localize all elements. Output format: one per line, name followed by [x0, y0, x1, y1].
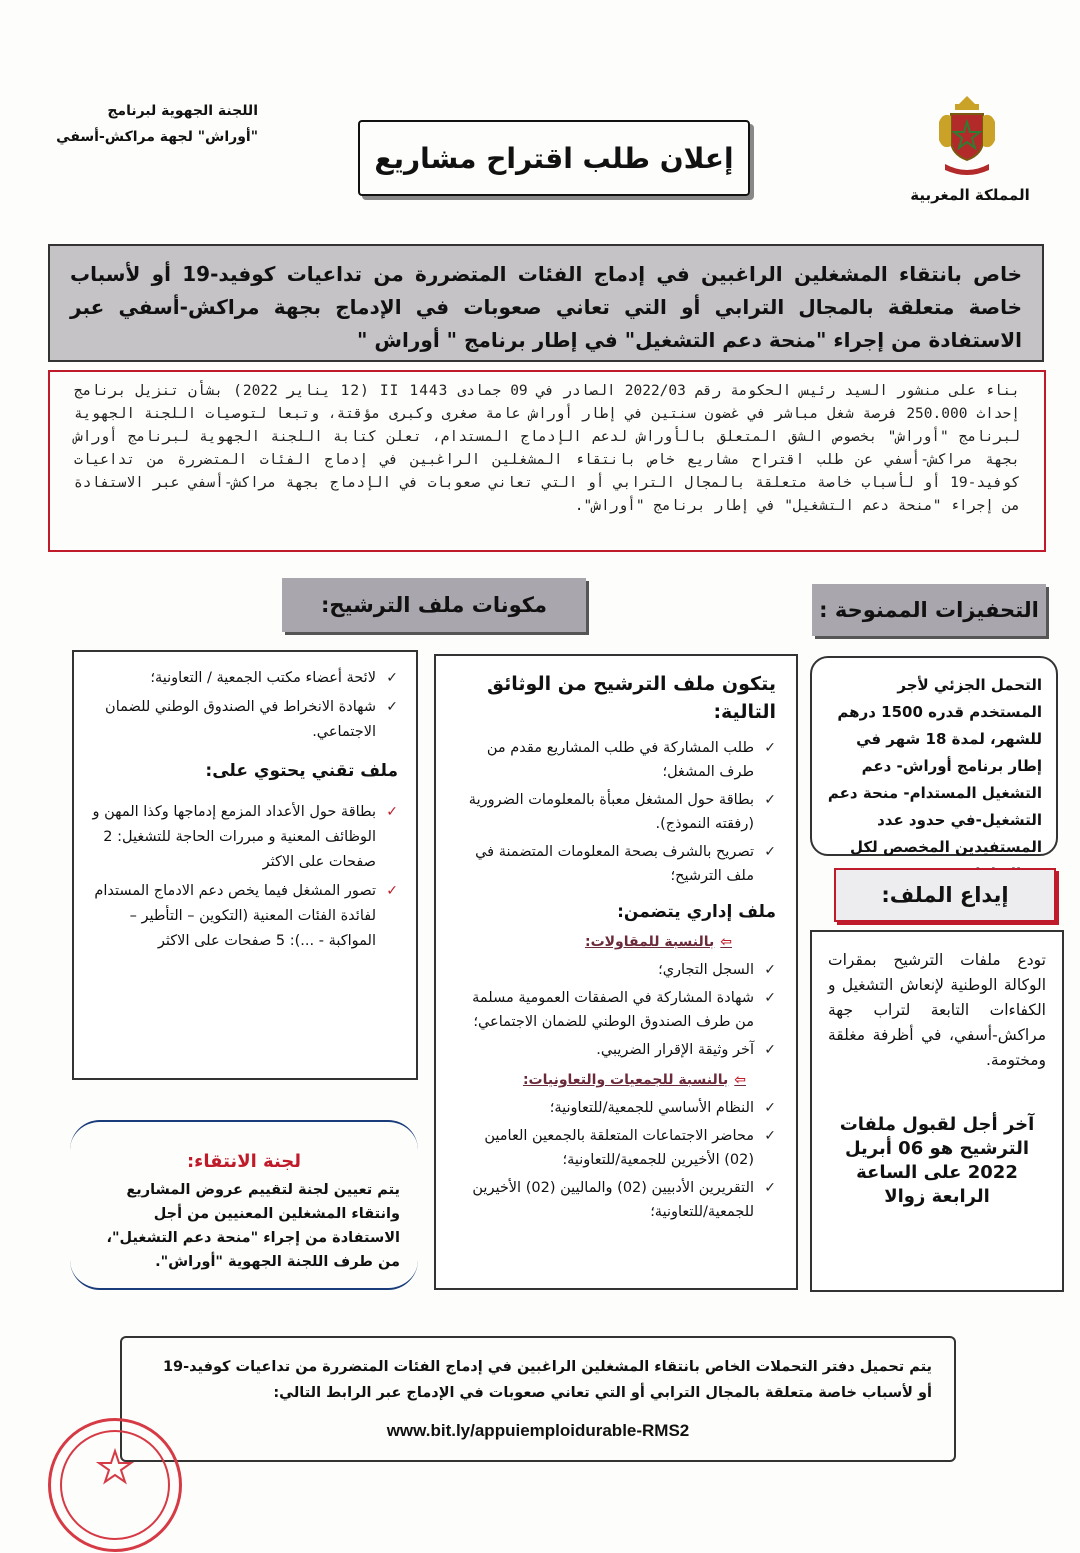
selection-text: يتم تعيين لجنة لتقييم عروض المشاريع وانتقاء المشغلين المعنيين من أجل الاستفادة من إجراء "منحة دعم التشغيل"، من طرف اللجنة الجهوية "أوراش". — [106, 1182, 400, 1270]
committee-line-2: "أوراش" لجهة مراكش-أسفي — [56, 129, 258, 145]
assoc-list — [456, 1096, 776, 1224]
incentives-heading: التحفيزات الممنوحة : — [812, 584, 1046, 636]
components-item-3: ✓ تصريح بالشرف بصحة المعلومات المتضمنة في ملف الترشيح؛ — [456, 840, 776, 888]
selection-box — [70, 1120, 418, 1290]
download-link[interactable]: www.bit.ly/appuiemploidurable-RMS2 — [386, 1421, 690, 1440]
subject-box: خاص بانتقاء المشغلين الراغبين في إدماج الفئات المتضررة من تداعيات كوفيد-19 أو لأسباب خاصة متعلقة بالمجال الترابي أو التي تعاني صعوبات في الإدماج بجهة مراكش-أسفي عبر الاستفادة من إجراء "منحة دعم التشغيل" في إطار برنامج " أوراش " — [48, 244, 1044, 362]
arrow-left-icon: ⇦ — [720, 934, 732, 950]
assoc-item-2: ✓ محاضر الاجتماعات المتعلقة بالجمعين العامين (02) الأخيرين للجمعية/للتعاونية؛ — [456, 1124, 776, 1172]
tech-heading: ملف تقني يحتوي على: — [205, 761, 398, 781]
left-panel — [72, 650, 418, 1080]
companies-list — [456, 958, 776, 1062]
companies-heading-label: بالنسبة للمقاولات: — [584, 934, 715, 950]
arrow-left-icon: ⇦ — [734, 1072, 746, 1088]
footer-box — [120, 1336, 956, 1462]
components-item-1: ✓ طلب المشاركة في طلب المشاريع مقدم من طرف المشغل؛ — [456, 736, 776, 784]
left-item-1: ✓ لائحة أعضاء مكتب الجمعية / التعاونية؛ — [92, 666, 398, 691]
companies-item-3: ✓ آخر وثيقة الإقرار الضريبي. — [456, 1038, 776, 1062]
assoc-item-1: ✓ النظام الأساسي للجمعية/للتعاونية؛ — [456, 1096, 776, 1120]
committee-line-1: اللجنة الجهوية لبرنامج — [107, 103, 258, 119]
tech-item-2: ✓ تصور المشغل فيما يخص دعم الادماج المستدام لفائدة الفئات المعنية (التكوين – التأطير – المواكبة - ...): 5 صفحات على الاكثر — [92, 879, 398, 954]
tech-list — [92, 800, 398, 954]
deposit-text: تودع ملفات الترشيح بمقرات الوكالة الوطنية لإنعاش التشغيل و الكفاءات التابعة لتراب جهة مراكش-أسفي، في أظرفة مغلقة ومختومة. — [828, 951, 1046, 1069]
companies-heading — [456, 930, 732, 954]
footer-text: يتم تحميل دفتر التحملات الخاص بانتقاء المشغلين الراغبين في إدماج الفئات المتضررة من تداعيات كوفيد-19 أو لأسباب خاصة متعلقة بالمجال الترابي أو التي تعاني صعوبات في الإدماج عبر الرابط التالي: — [162, 1359, 932, 1401]
assoc-item-3: ✓ التقريرين الأدبيين (02) والماليين (02) الأخيرين للجمعية/للتعاونية؛ — [456, 1176, 776, 1224]
admin-heading: ملف إداري يتضمن: — [617, 902, 776, 922]
page-title: إعلان طلب اقتراح مشاريع — [358, 120, 750, 196]
companies-item-1: ✓ السجل التجاري؛ — [456, 958, 776, 982]
components-list — [456, 736, 776, 888]
components-intro: يتكون ملف الترشيح من الوثائق التالية: — [487, 673, 776, 723]
companies-item-2: ✓ شهادة المشاركة في الصفقات العمومية مسلمة من طرف الصندوق الوطني للضمان الاجتماعي؛ — [456, 986, 776, 1034]
incentives-text: التحمل الجزئي لأجر المستخدم قدره 1500 درهم للشهر، لمدة 18 شهر في إطار برنامج أوراش- دعم التشغيل المستدام- منحة دعم التشغيل-في حدود عدد المستفيدين المخصص لكل — [827, 676, 1042, 856]
official-stamp — [48, 1418, 182, 1552]
deposit-box — [810, 930, 1064, 1292]
tech-item-1: ✓ بطاقة حول الأعداد المزمع إدماجها وكذا المهن و الوظائف المعنية و مبررات الحاجة للتشغيل: 2 صفحات على الاكثر — [92, 800, 398, 875]
kingdom-label: المملكة المغربية — [910, 186, 1030, 204]
components-heading: مكونات ملف الترشيح: — [282, 578, 586, 632]
assoc-heading-label: بالنسبة للجمعيات والتعاونيات: — [522, 1072, 729, 1088]
deposit-heading — [834, 868, 1056, 922]
deposit-deadline: آخر أجل لقبول ملفات الترشيح هو 06 أبريل 2022 على الساعة الرابعة زوالا — [839, 1114, 1035, 1207]
left-list — [92, 666, 398, 745]
deposit-heading-label: إيداع الملف: — [881, 883, 1009, 907]
committee-name — [40, 98, 258, 150]
components-item-2: ✓ بطاقة حول المشغل معبأة بالمعلومات الضرورية (رفقته النموذج). — [456, 788, 776, 836]
assoc-heading — [456, 1068, 746, 1092]
royal-emblem-icon — [935, 92, 999, 178]
left-item-2: ✓ شهادة الانخراط في الصندوق الوطني للضمان الاجتماعي. — [92, 695, 398, 745]
selection-heading: لجنة الانتقاء: — [186, 1151, 302, 1172]
components-panel — [434, 654, 798, 1290]
incentives-box — [810, 656, 1058, 856]
intro-text: بناء على منشور السيد رئيس الحكومة رقم 2022/03 الصادر في 09 جمادى II 1443 (12 يناير 2022) بشأن تنزيل برنامج إحداث 250.000 فرصة شغل مباشر في غضون سنتين في إطار أوراش عامة صغرى وكبرى مؤقتة، وتبعا لتوصيات اللجنة الجهوية لبرنامج "أوراش" بخصوص الشق المتعلق بالأوراش لدعم الإدماج المستدام، تعلن كتابة اللجنة الجهوية لبرنامج أوراش بجهة مراكش-أسفي عن طلب اقتراح مشاريع خاص بانتقاء المشغلين الراغبين في إدماج الفئات المتضررة من تداعيات كوفيد-19 أو لأسباب خاصة متعلقة بالمجال الترابي أو التي تعاني صعوبات في الإدماج بجهة مراكش-أسفي عبر الاستفادة من إجراء "منحة دعم التشغيل" في إطار برنامج "أوراش". — [48, 370, 1046, 552]
